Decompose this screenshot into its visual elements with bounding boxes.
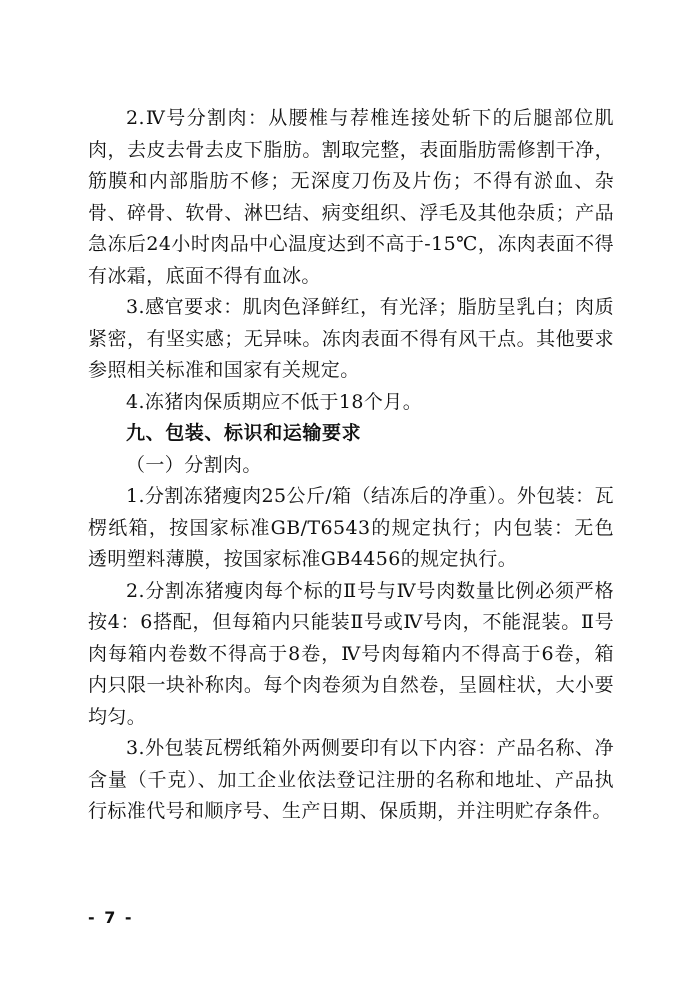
paragraph-sensory-requirements: 3.感官要求：肌肉色泽鲜红，有光泽；脂肪呈乳白；肉质紧密，有坚实感；无异味。冻肉表面不得有风干点。其他要求参照相关标准和国家有关规定。 — [88, 296, 614, 381]
paragraph-packaging-weight: 1.分割冻猪瘦肉25公斤/箱（结冻后的净重）。外包装：瓦楞纸箱，按国家标准GB/T6543的规定执行；内包装：无色透明塑料薄膜，按国家标准GB4456的规定执行。 — [88, 485, 614, 570]
section-heading-packaging: 九、包装、标识和运输要求 — [126, 422, 362, 444]
document-body — [88, 103, 614, 828]
paragraph-ratio-rules: 2.分割冻猪瘦肉每个标的Ⅱ号与Ⅳ号肉数量比例必须严格按4：6搭配，但每箱内只能装Ⅱ号或Ⅳ号肉，不能混装。Ⅱ号肉每箱内卷数不得高于8卷，Ⅳ号肉每箱内不得高于6卷，箱内只限一块补称肉。每个肉卷须为自然卷，呈圆柱状，大小要均匀。 — [88, 579, 614, 728]
paragraph-box-labeling: 3.外包装瓦楞纸箱外两侧要印有以下内容：产品名称、净含量（千克）、加工企业依法登记注册的名称和地址、产品执行标准代号和顺序号、生产日期、保质期，并注明贮存条件。 — [88, 737, 614, 822]
paragraph-cut-iv-spec: 2.Ⅳ号分割肉：从腰椎与荐椎连接处斩下的后腿部位肌肉，去皮去骨去皮下脂肪。割取完整，表面脂肪需修割干净，筋膜和内部脂肪不修；无深度刀伤及片伤；不得有淤血、杂骨、碎骨、软骨、淋巴结、病变组织、浮毛及其他杂质；产品急冻后24小时肉品中心温度达到不高于-15℃，冻肉表面不得有冰霜，底面不得有血冰。 — [88, 107, 614, 287]
page-number: - 7 - — [88, 908, 134, 927]
subsection-heading-cut-meat: （一）分割肉。 — [126, 453, 262, 476]
paragraph-shelf-life: 4.冻猪肉保质期应不低于18个月。 — [126, 390, 423, 413]
